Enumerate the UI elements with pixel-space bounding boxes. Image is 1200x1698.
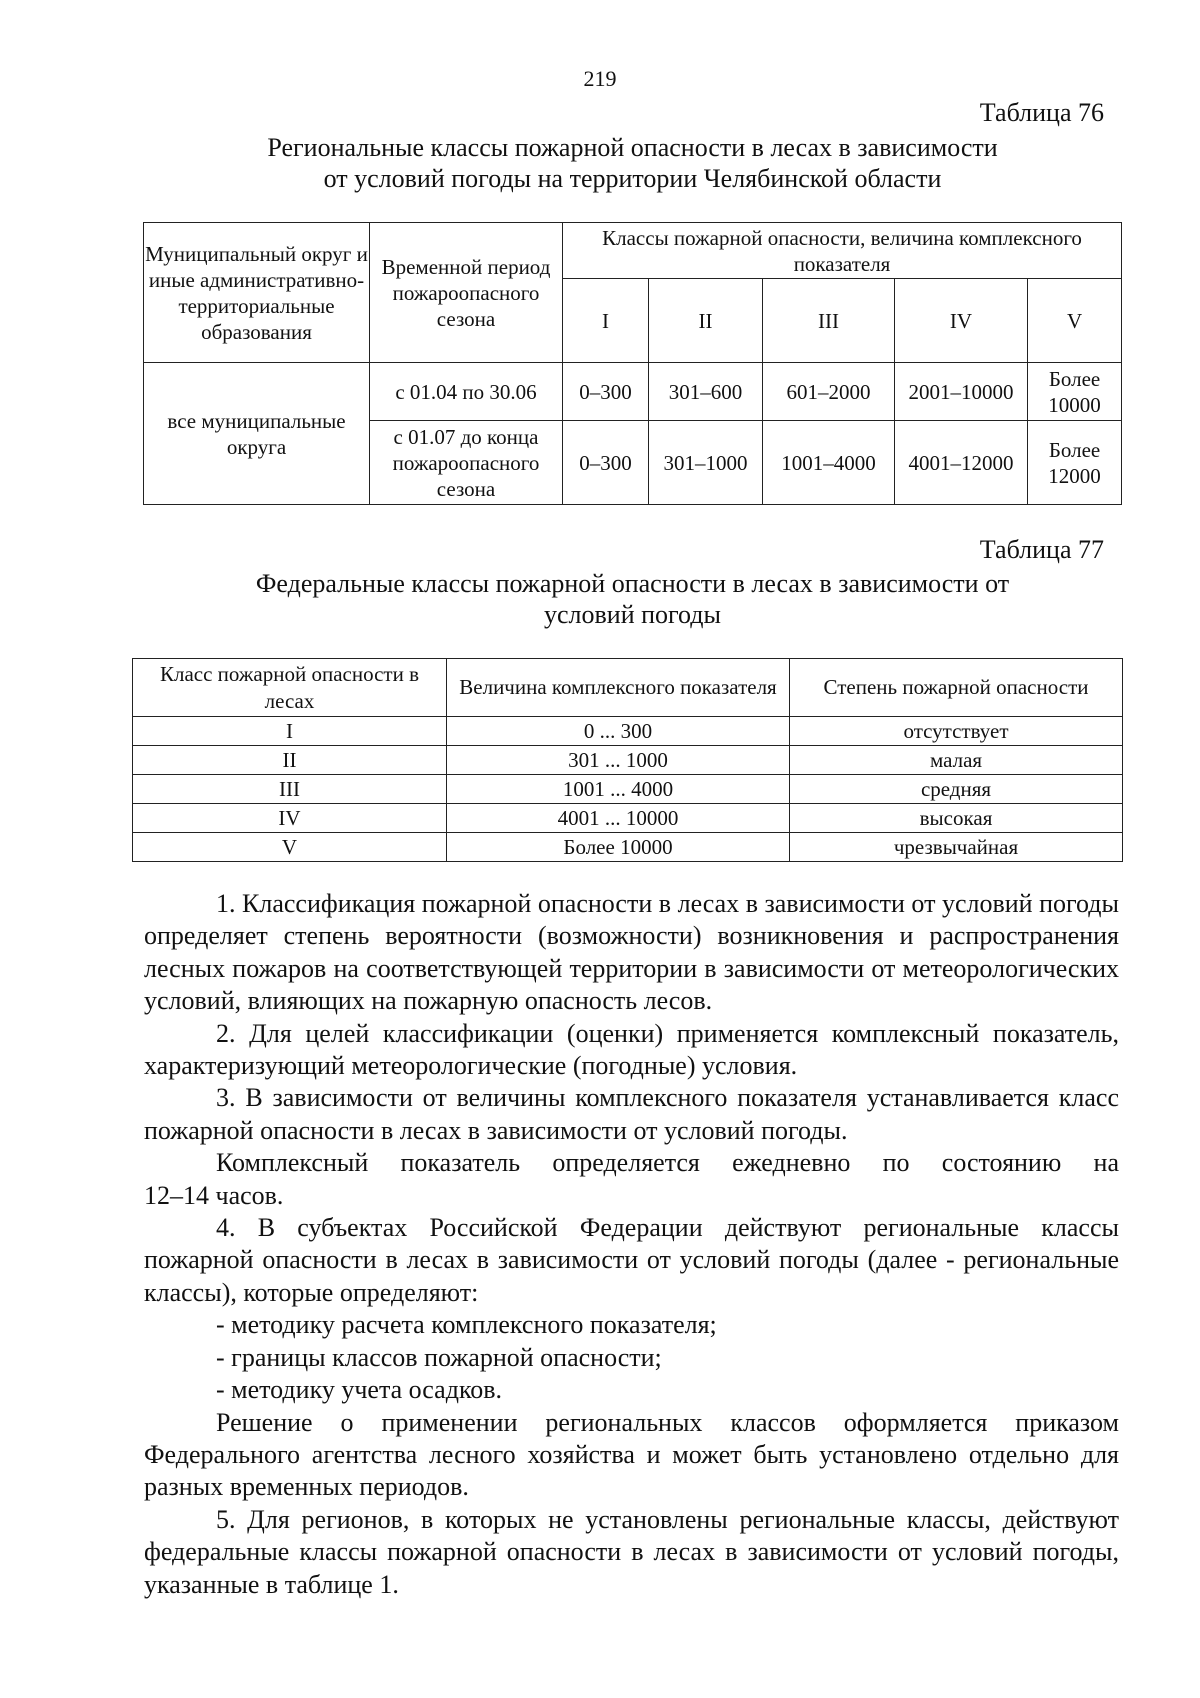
period-cell: с 01.07 до конца пожароопасного сезона [370, 421, 563, 505]
degree-cell: отсутствует [790, 717, 1123, 746]
table-row [133, 717, 1123, 746]
index-cell: 1001 ... 4000 [447, 775, 790, 804]
value-cell: 601–2000 [763, 363, 895, 421]
index-cell: 0 ... 300 [447, 717, 790, 746]
regional-classes-table [143, 222, 1122, 505]
degree-cell: средняя [790, 775, 1123, 804]
value-cell: 2001–10000 [895, 363, 1028, 421]
index-cell: 301 ... 1000 [447, 746, 790, 775]
degree-cell: чрезвычайная [790, 833, 1123, 862]
class-cell: V [133, 833, 447, 862]
federal-classes-table [132, 658, 1123, 862]
value-cell: 1001–4000 [763, 421, 895, 505]
value-cell: 4001–12000 [895, 421, 1028, 505]
index-cell: 4001 ... 10000 [447, 804, 790, 833]
value-cell: Более 10000 [1028, 363, 1122, 421]
list-item: - границы классов пожарной опасности; [216, 1342, 662, 1372]
header-municipal: Муниципальный округ и иные административно-территориальные образования [144, 223, 370, 363]
header-class-4: IV [895, 279, 1028, 363]
value-cell: 301–600 [649, 363, 763, 421]
paragraph-decision: Решение о применении региональных классов оформляется приказом Федерального агентства лесного хозяйства и может быть установлено отдельно для разных временных периодов. [144, 1407, 1119, 1502]
header-index: Величина комплексного показателя [447, 659, 790, 717]
value-cell: 301–1000 [649, 421, 763, 505]
value-cell: Более 12000 [1028, 421, 1122, 505]
paragraph-1: 1. Классификация пожарной опасности в лесах в зависимости от условий погоды определяет степень вероятности (возможности) возникновения и распространения лесных пожаров на соответствующей территории в зависимости от метеорологических условий, влияющих на пожарную опасность лесов. [144, 889, 1119, 1016]
list-item: - методику учета осадков. [216, 1375, 503, 1405]
table-76-title-line1: Региональные классы пожарной опасности в лесах в зависимости [267, 133, 998, 162]
header-degree: Степень пожарной опасности [790, 659, 1123, 717]
class-cell: I [133, 717, 447, 746]
class-cell: II [133, 746, 447, 775]
class-cell: III [133, 775, 447, 804]
table-77-title-line1: Федеральные классы пожарной опасности в лесах в зависимости от [255, 569, 1010, 598]
class-cell: IV [133, 804, 447, 833]
table-row [133, 833, 1123, 862]
table-76-title [180, 132, 1085, 194]
header-class-3: III [763, 279, 895, 363]
table-row [144, 363, 1122, 421]
paragraph-5: 5. Для регионов, в которых не установлены региональные классы, действуют федеральные классы пожарной опасности в лесах в зависимости от условий погоды, указанные в таблице 1. [144, 1504, 1119, 1599]
table-76-title-line2: от условий погоды на территории Челябинской области [323, 164, 942, 193]
header-class: Класс пожарной опасности в лесах [133, 659, 447, 717]
value-cell: 0–300 [563, 421, 649, 505]
paragraph-2: 2. Для целей классификации (оценки) применяется комплексный показатель, характеризующий метеорологические (погодные) условия. [144, 1018, 1119, 1081]
body-text [144, 888, 1119, 1601]
header-classes: Классы пожарной опасности, величина комплексного показателя [563, 223, 1122, 279]
degree-cell: высокая [790, 804, 1123, 833]
table-row [133, 804, 1123, 833]
index-cell: Более 10000 [447, 833, 790, 862]
table-77-label: Таблица 77 [979, 535, 1104, 564]
degree-cell: малая [790, 746, 1123, 775]
header-class-1: I [563, 279, 649, 363]
header-period: Временной период пожароопасного сезона [370, 223, 563, 363]
table-76-label: Таблица 76 [979, 98, 1104, 127]
page-number: 219 [583, 66, 617, 91]
paragraph-3: 3. В зависимости от величины комплексного показателя устанавливается класс пожарной опасности в лесах в зависимости от условий погоды. [144, 1083, 1119, 1145]
table-row [133, 775, 1123, 804]
value-cell: 0–300 [563, 363, 649, 421]
paragraph-complex-index: Комплексный показатель определяется ежедневно по состоянию на [216, 1148, 1119, 1178]
period-cell: с 01.04 по 30.06 [370, 363, 563, 421]
municipal-cell: все муниципальные округа [144, 363, 370, 505]
list-item: - методику расчета комплексного показателя; [216, 1310, 717, 1340]
paragraph-complex-index-time: 12–14 часов. [144, 1180, 284, 1210]
table-77-title [180, 568, 1085, 630]
table-77-title-line2: условий погоды [544, 600, 721, 629]
paragraph-4: 4. В субъектах Российской Федерации действуют региональные классы пожарной опасности в лесах в зависимости от условий погоды (далее - региональные классы), которые определяют: [144, 1213, 1119, 1307]
table-row [133, 746, 1123, 775]
header-class-2: II [649, 279, 763, 363]
header-class-5: V [1028, 279, 1122, 363]
